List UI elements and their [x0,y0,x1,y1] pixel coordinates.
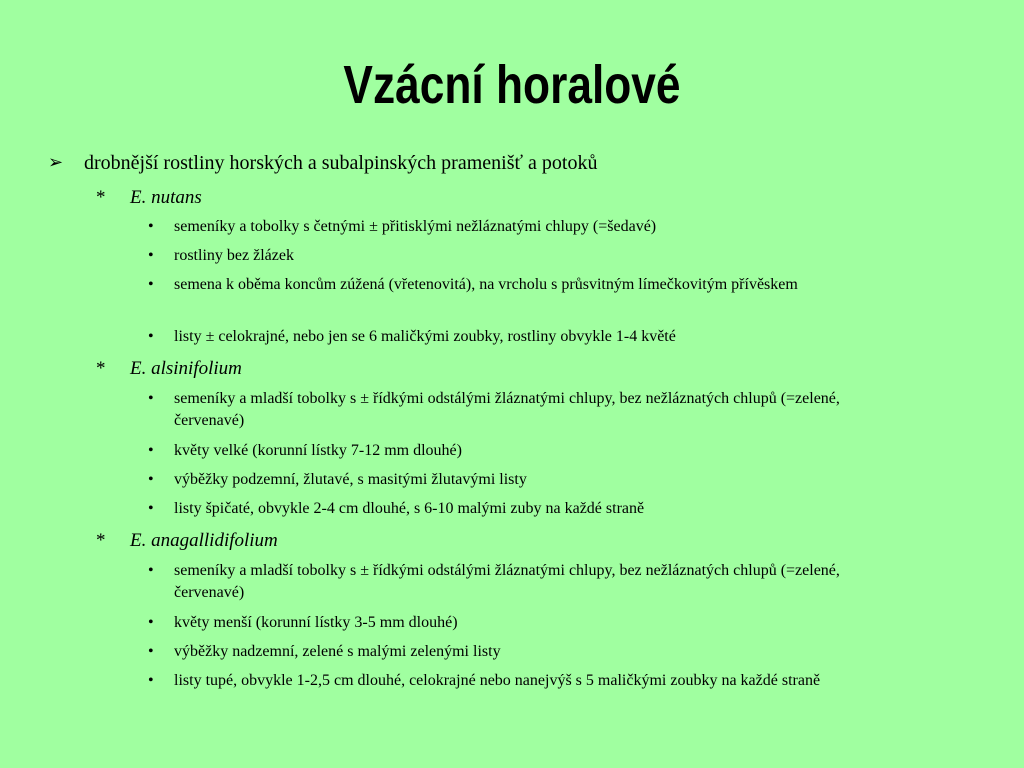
bullet-dot-icon: • [148,328,154,345]
list-item-text: semena k oběma koncům zúžená (vřetenovitá), na vrcholu s průsvitným límečkovitým přívěskem [174,276,798,293]
slide-title: Vzácní horalové [343,55,681,115]
bullet-dot-icon: • [148,442,154,459]
list-item-text: květy velké (korunní lístky 7-12 mm dlouhé) [174,442,462,459]
bullet-dot-icon: • [148,276,154,293]
bullet-dot-icon: • [148,643,154,660]
asterisk-bullet-icon: * [96,187,106,208]
bullet-dot-icon: • [148,562,154,579]
bullet-dot-icon: • [148,247,154,264]
list-item-text: listy špičaté, obvykle 2-4 cm dlouhé, s 6-10 malými zuby na každé straně [174,500,645,517]
asterisk-bullet-icon: * [96,530,106,551]
bullet-dot-icon: • [148,672,154,689]
list-item-text: květy menší (korunní lístky 3-5 mm dlouhé) [174,614,458,631]
level1-text: drobnější rostliny horských a subalpinských pramenišť a potoků [84,152,598,174]
arrow-bullet-icon: ➢ [48,152,64,173]
species-name: E. nutans [130,187,202,208]
list-item-text: listy tupé, obvykle 1-2,5 cm dlouhé, celokrajné nebo nanejvýš s 5 maličkými zoubky na každé straně [174,672,821,689]
bullet-dot-icon: • [148,218,154,235]
list-item-text: semeníky a tobolky s četnými ± přitisklými nežláznatými chlupy (=šedavé) [174,218,657,235]
list-item-text: rostliny bez žlázek [174,247,294,264]
list-item-text: výběžky podzemní, žlutavé, s masitými žlutavými listy [174,471,527,488]
bullet-dot-icon: • [148,614,154,631]
species-name: E. anagallidifolium [130,530,278,551]
bullet-dot-icon: • [148,390,154,407]
bullet-dot-icon: • [148,500,154,517]
asterisk-bullet-icon: * [96,358,106,379]
list-item-text: listy ± celokrajné, nebo jen se 6 maličkými zoubky, rostliny obvykle 1-4 květé [174,328,676,345]
list-item-text: semeníky a mladší tobolky s ± řídkými odstálými žláznatými chlupy, bez nežláznatých chlupů (=zelené, červenavé) [174,390,840,429]
list-item-text: výběžky nadzemní, zelené s malými zelenými listy [174,643,501,660]
species-name: E. alsinifolium [130,358,242,379]
bullet-dot-icon: • [148,471,154,488]
list-item-text: semeníky a mladší tobolky s ± řídkými odstálými žláznatými chlupy, bez nežláznatých chlupů (=zelené, červenavé) [174,562,840,601]
